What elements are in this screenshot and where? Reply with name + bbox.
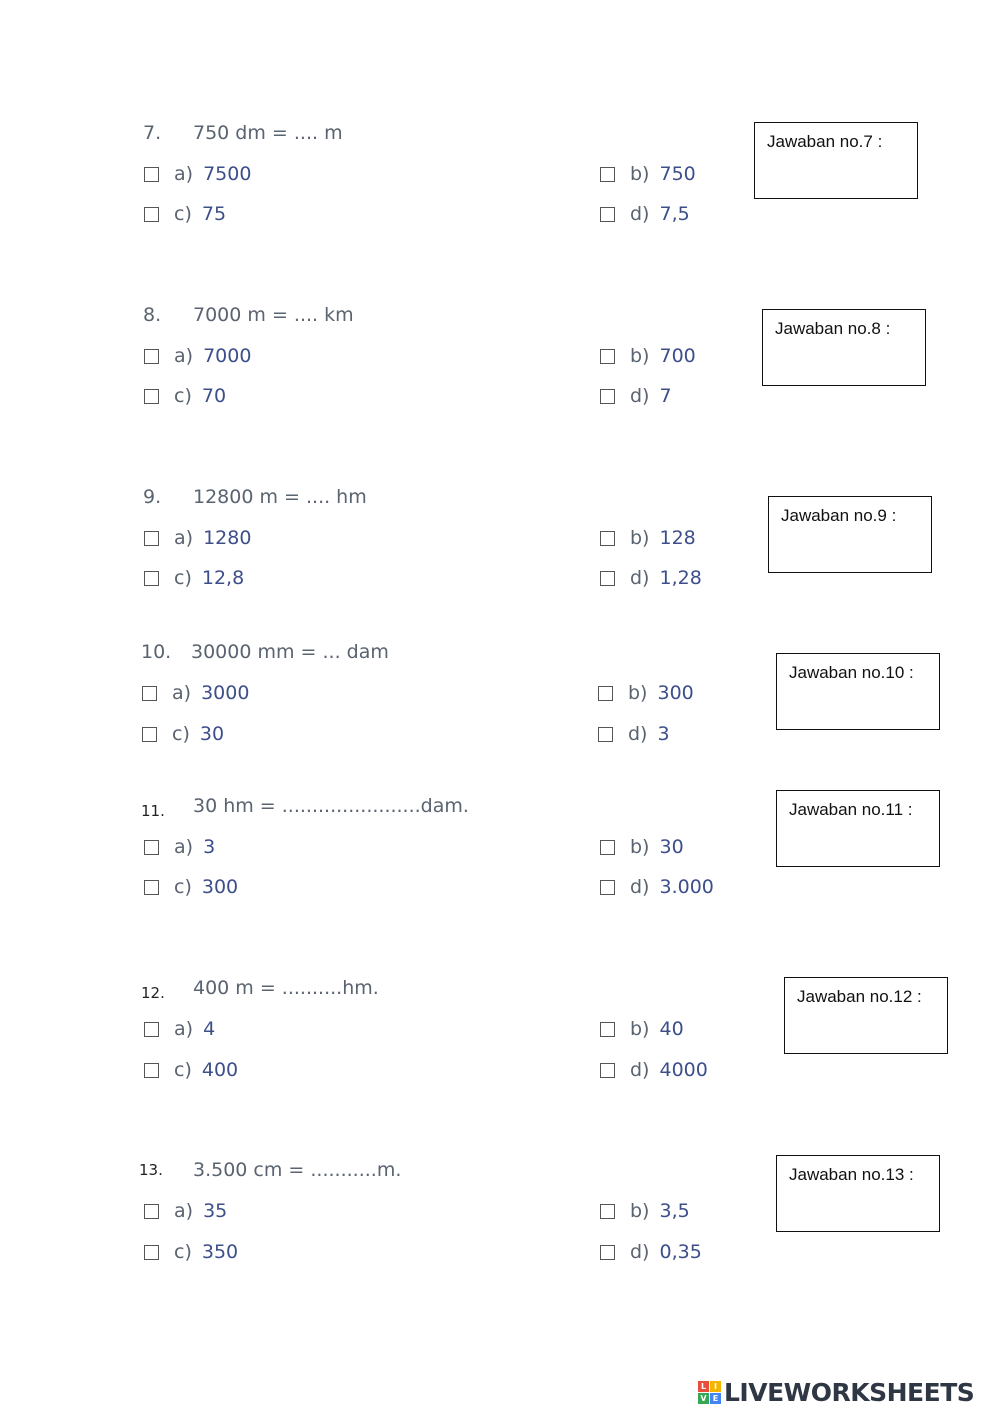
checkbox[interactable] — [600, 1022, 615, 1037]
option-a[interactable] — [144, 1199, 227, 1223]
logo-letter: V — [698, 1393, 709, 1404]
answer-label: Jawaban no.10 : — [789, 663, 914, 682]
checkbox[interactable] — [600, 880, 615, 895]
checkbox[interactable] — [142, 727, 157, 742]
option-letter: b) — [630, 1200, 650, 1222]
option-letter: d) — [630, 876, 650, 898]
option-letter: d) — [630, 385, 650, 407]
question-text: 3.500 cm = ...........m. — [193, 1159, 402, 1181]
answer-label: Jawaban no.9 : — [781, 506, 897, 525]
checkbox[interactable] — [600, 349, 615, 364]
option-value: 350 — [201, 1241, 239, 1263]
option-value: 400 — [201, 1059, 239, 1081]
option-c[interactable] — [144, 1240, 238, 1264]
question-text: 30 hm = .......................dam. — [193, 795, 469, 817]
answer-label: Jawaban no.13 : — [789, 1165, 914, 1184]
option-letter: c) — [174, 203, 192, 225]
checkbox[interactable] — [144, 207, 159, 222]
option-letter: a) — [174, 163, 194, 185]
option-value: 700 — [659, 345, 696, 367]
option-b[interactable] — [600, 162, 696, 186]
option-letter: d) — [628, 723, 648, 745]
option-d[interactable] — [600, 1240, 702, 1264]
option-letter: a) — [174, 527, 194, 549]
checkbox[interactable] — [144, 1204, 159, 1219]
option-letter: b) — [630, 527, 650, 549]
checkbox[interactable] — [598, 727, 613, 742]
option-c[interactable] — [142, 722, 224, 746]
question-text: 12800 m = .... hm — [193, 486, 367, 508]
option-value: 30 — [199, 723, 225, 745]
liveworksheets-logo-icon — [698, 1381, 721, 1404]
checkbox[interactable] — [144, 880, 159, 895]
question-number: 9. — [143, 486, 162, 508]
option-a[interactable] — [144, 1017, 215, 1041]
question-text: 400 m = ..........hm. — [193, 977, 379, 999]
option-a[interactable] — [144, 526, 251, 550]
checkbox[interactable] — [144, 531, 159, 546]
option-a[interactable] — [142, 681, 249, 705]
option-d[interactable] — [598, 722, 670, 746]
option-a[interactable] — [144, 162, 251, 186]
question-number: 13. — [139, 1161, 163, 1179]
logo-letter: L — [698, 1381, 709, 1392]
option-value: 7,5 — [659, 203, 690, 225]
option-letter: a) — [172, 682, 192, 704]
option-value: 0,35 — [659, 1241, 702, 1263]
option-letter: c) — [172, 723, 190, 745]
option-letter: a) — [174, 345, 194, 367]
brand-name: LIVEWORKSHEETS — [724, 1378, 975, 1407]
option-letter: b) — [630, 345, 650, 367]
option-letter: b) — [630, 163, 650, 185]
checkbox[interactable] — [600, 389, 615, 404]
option-value: 40 — [659, 1018, 684, 1040]
checkbox[interactable] — [144, 349, 159, 364]
option-value: 3 — [203, 836, 216, 858]
liveworksheets-logo — [698, 1378, 974, 1407]
option-b[interactable] — [600, 835, 684, 859]
option-letter: d) — [630, 1241, 650, 1263]
checkbox[interactable] — [144, 1063, 159, 1078]
option-letter: d) — [630, 1059, 650, 1081]
checkbox[interactable] — [600, 207, 615, 222]
checkbox[interactable] — [600, 531, 615, 546]
option-value: 4 — [203, 1018, 216, 1040]
answer-label: Jawaban no.11 : — [789, 800, 913, 819]
answer-box[interactable] — [776, 790, 940, 867]
option-letter: a) — [174, 1200, 194, 1222]
answer-box[interactable] — [776, 1155, 940, 1232]
option-value: 3,5 — [659, 1200, 690, 1222]
checkbox[interactable] — [600, 1204, 615, 1219]
option-a[interactable] — [144, 344, 251, 368]
option-b[interactable] — [600, 344, 696, 368]
answer-box[interactable] — [762, 309, 926, 386]
option-letter: b) — [628, 682, 648, 704]
option-letter: c) — [174, 876, 192, 898]
option-letter: b) — [630, 1018, 650, 1040]
option-letter: c) — [174, 1241, 192, 1263]
checkbox[interactable] — [600, 571, 615, 586]
option-d[interactable] — [600, 384, 672, 408]
checkbox[interactable] — [142, 686, 157, 701]
checkbox[interactable] — [598, 686, 613, 701]
option-letter: d) — [630, 203, 650, 225]
option-letter: a) — [174, 1018, 194, 1040]
logo-letter: I — [710, 1381, 721, 1392]
option-letter: c) — [174, 385, 192, 407]
option-a[interactable] — [144, 835, 215, 859]
question-number: 11. — [141, 802, 165, 820]
option-letter: a) — [174, 836, 194, 858]
logo-letter: E — [710, 1393, 721, 1404]
checkbox[interactable] — [144, 571, 159, 586]
option-c[interactable] — [144, 1058, 238, 1082]
option-b[interactable] — [600, 1199, 690, 1223]
option-value: 750 — [659, 163, 696, 185]
option-d[interactable] — [600, 875, 714, 899]
option-value: 7 — [659, 385, 672, 407]
checkbox[interactable] — [600, 1245, 615, 1260]
option-letter: b) — [630, 836, 650, 858]
checkbox[interactable] — [600, 1063, 615, 1078]
question-number: 8. — [143, 304, 162, 326]
checkbox[interactable] — [144, 389, 159, 404]
option-b[interactable] — [600, 1017, 684, 1041]
checkbox[interactable] — [144, 840, 159, 855]
option-value: 3 — [657, 723, 670, 745]
checkbox[interactable] — [144, 1245, 159, 1260]
option-b[interactable] — [600, 526, 696, 550]
option-d[interactable] — [600, 202, 690, 226]
option-value: 1280 — [203, 527, 252, 549]
question-text: 750 dm = .... m — [193, 122, 343, 144]
answer-box[interactable] — [768, 496, 932, 573]
option-c[interactable] — [144, 384, 226, 408]
answer-label: Jawaban no.7 : — [767, 132, 883, 151]
question-number: 7. — [143, 122, 162, 144]
option-letter: c) — [174, 1059, 192, 1081]
question-number: 10. — [141, 641, 172, 663]
option-value: 35 — [203, 1200, 228, 1222]
option-value: 3.000 — [659, 876, 714, 898]
checkbox[interactable] — [600, 167, 615, 182]
answer-box[interactable] — [784, 977, 948, 1054]
question-text: 7000 m = .... km — [193, 304, 354, 326]
option-value: 1,28 — [659, 567, 702, 589]
option-value: 30 — [659, 836, 684, 858]
option-value: 12,8 — [201, 567, 245, 589]
answer-label: Jawaban no.8 : — [775, 319, 891, 338]
checkbox[interactable] — [144, 167, 159, 182]
option-value: 7500 — [203, 163, 252, 185]
question-text: 30000 mm = ... dam — [191, 641, 389, 663]
option-value: 7000 — [203, 345, 252, 367]
option-c[interactable] — [144, 875, 238, 899]
option-letter: d) — [630, 567, 650, 589]
option-d[interactable] — [600, 566, 702, 590]
answer-label: Jawaban no.12 : — [797, 987, 922, 1006]
option-b[interactable] — [598, 681, 694, 705]
option-value: 70 — [201, 385, 227, 407]
checkbox[interactable] — [600, 840, 615, 855]
option-value: 128 — [659, 527, 696, 549]
option-c[interactable] — [144, 566, 244, 590]
checkbox[interactable] — [144, 1022, 159, 1037]
answer-box[interactable] — [754, 122, 918, 199]
option-value: 300 — [657, 682, 694, 704]
option-c[interactable] — [144, 202, 226, 226]
option-value: 4000 — [659, 1059, 708, 1081]
answer-box[interactable] — [776, 653, 940, 730]
question-number: 12. — [141, 984, 165, 1002]
option-value: 300 — [201, 876, 239, 898]
option-value: 75 — [201, 203, 227, 225]
option-letter: c) — [174, 567, 192, 589]
option-value: 3000 — [201, 682, 250, 704]
option-d[interactable] — [600, 1058, 708, 1082]
